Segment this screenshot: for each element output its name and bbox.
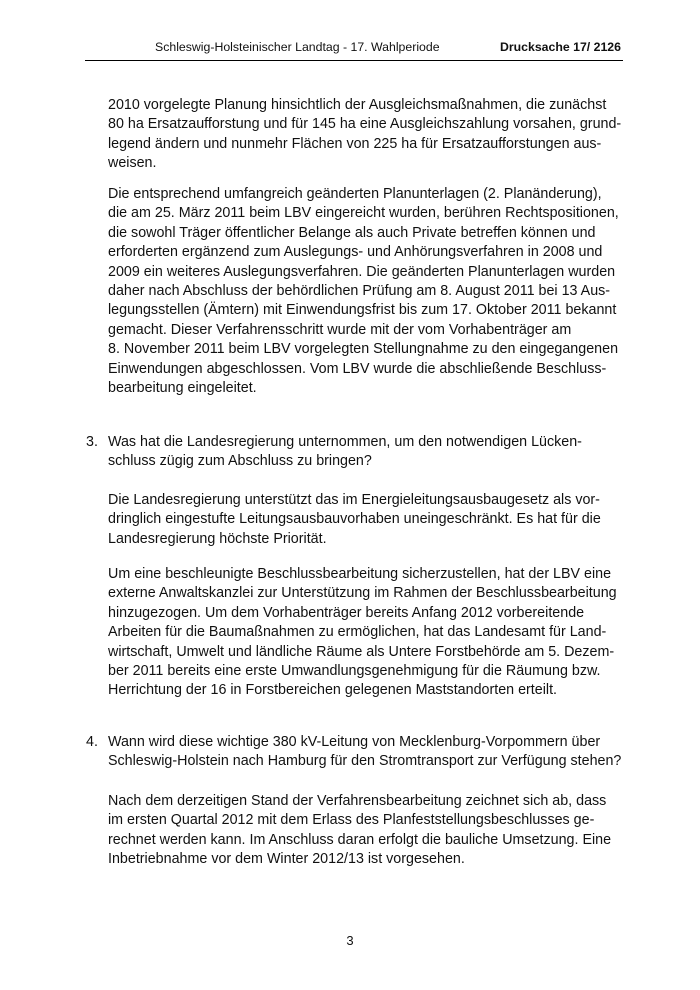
answer-paragraph: Die Landesregierung unterstützt das im Energieleitungsausbaugesetz als vor- dringlich eingestufte Leitungsausbauvorhaben uneingeschränkt. Es hat für die Landesregierung höchste Priorität. — [108, 492, 601, 547]
question-text: Was hat die Landesregierung unternommen, um den notwendigen Lücken- schluss zügig zum Abschluss zu bringen? — [108, 434, 582, 470]
page-header — [85, 36, 623, 61]
paragraph-plan-changes: Die entsprechend umfangreich geänderten Planunterlagen (2. Planänderung), die am 25. März 2011 beim LBV eingereicht wurden, berühren Rechtspositionen, die sowohl Träger öffentlicher Belange als auch Private betreffen können und erforderten ergänzend zum Auslegungs- und Anhörungsverfahren in 2008 und 2009 ein weiteres Auslegungsverfahren. Die geänderten Planunterlagen wurden daher nach Abschluss der behördlichen Prüfung am 8. August 2011 bei 13 Aus- legungsstellen (Ämtern) mit Einwendungsfrist bis zum 17. Oktober 2011 bekannt gemacht. Dieser Verfahrensschritt wurde mit der vom Vorhabenträger am 8. November 2011 beim LBV vorgelegten Stellungnahme zu den eingegangenen Einwendungen abgeschlossen. Vom LBV wurde die abschließende Beschluss- bearbeitung eingeleitet. — [108, 186, 619, 397]
paragraph-planning: 2010 vorgelegte Planung hinsichtlich der Ausgleichsmaßnahmen, die zunächst 80 ha Ersatzaufforstung und für 145 ha eine Ausgleichszahlung vorsahen, grund- legend ändern und nunmehr Flächen von 225 ha für Ersatzaufforstungen aus- weisen. — [108, 97, 622, 172]
question-number: 4. — [86, 734, 98, 750]
header-title: Schleswig-Holsteinischer Landtag - 17. Wahlperiode — [155, 40, 440, 54]
answer-paragraph: Um eine beschleunigte Beschlussbearbeitung sicherzustellen, hat der LBV eine externe Anwaltskanzlei zur Unterstützung im Rahmen der Beschlussbearbeitung hinzugezogen. Um dem Vorhabenträger bereits Anfang 2012 vorbereitende Arbeiten für die Baumaßnahmen zu ermöglichen, hat das Landesamt für Land- wirtschaft, Umwelt und ländliche Räume als Untere Forstbehörde am 5. Dezem- ber 2011 bereits eine erste Umwandlungsgenehmigung für die Räumung bzw. Herrichtung der 16 in Forstbereichen gelegenen Maststandorten erteilt. — [108, 566, 617, 699]
question-number: 3. — [86, 434, 98, 450]
question-text: Wann wird diese wichtige 380 kV-Leitung von Mecklenburg-Vorpommern über Schleswig-Holstein nach Hamburg für den Stromtransport zur Verfügung stehen? — [108, 734, 622, 770]
page-number: 3 — [346, 933, 354, 948]
answer-paragraph: Nach dem derzeitigen Stand der Verfahrensbearbeitung zeichnet sich ab, dass im ersten Quartal 2012 mit dem Erlass des Planfeststellungsbeschlusses ge- rechnet werden kann. Im Anschluss daran erfolgt die bauliche Umsetzung. Eine Inbetriebnahme vor dem Winter 2012/13 ist vorgesehen. — [108, 793, 612, 868]
document-reference: Drucksache 17/ 2126 — [499, 40, 621, 54]
